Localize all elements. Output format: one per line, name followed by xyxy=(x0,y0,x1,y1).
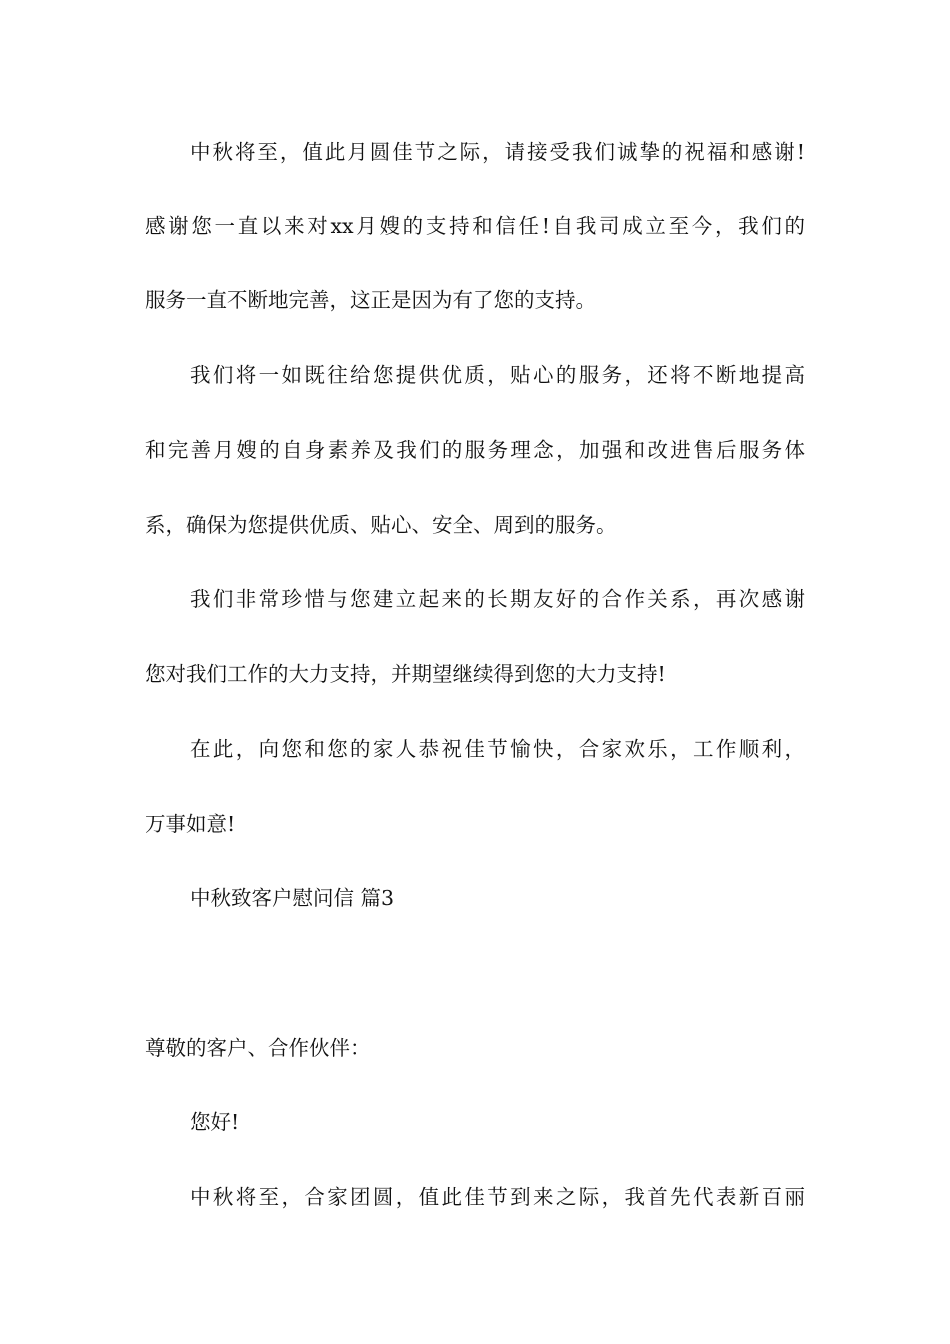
paragraph-3-line-1: 我们非常珍惜与您建立起来的长期友好的合作关系，再次感谢 xyxy=(190,587,805,611)
greeting: 您好! xyxy=(190,1110,240,1134)
paragraph-2-line-1: 我们将一如既往给您提供优质，贴心的服务，还将不断地提高 xyxy=(190,363,805,387)
paragraph-1-line-3: 服务一直不断地完善，这正是因为有了您的支持。 xyxy=(145,288,596,312)
salutation: 尊敬的客户、合作伙伴： xyxy=(145,1036,371,1060)
paragraph-5-line-1: 中秋将至，合家团圆，值此佳节到来之际，我首先代表新百丽 xyxy=(190,1185,805,1209)
paragraph-2-line-2: 和完善月嫂的自身素养及我们的服务理念，加强和改进售后服务体 xyxy=(145,438,805,462)
paragraph-1-line-1: 中秋将至，值此月圆佳节之际，请接受我们诚挚的祝福和感谢! xyxy=(190,140,805,164)
paragraph-4-line-2: 万事如意! xyxy=(145,812,236,836)
paragraph-3-line-2: 您对我们工作的大力支持，并期望继续得到您的大力支持! xyxy=(145,662,666,686)
paragraph-1-line-2: 感谢您一直以来对xx月嫂的支持和信任!自我司成立至今，我们的 xyxy=(145,214,805,238)
paragraph-2-line-3: 系，确保为您提供优质、贴心、安全、周到的服务。 xyxy=(145,513,617,537)
paragraph-4-line-1: 在此，向您和您的家人恭祝佳节愉快，合家欢乐，工作顺利， xyxy=(190,737,805,761)
section-heading: 中秋致客户慰问信 篇3 xyxy=(190,886,395,910)
